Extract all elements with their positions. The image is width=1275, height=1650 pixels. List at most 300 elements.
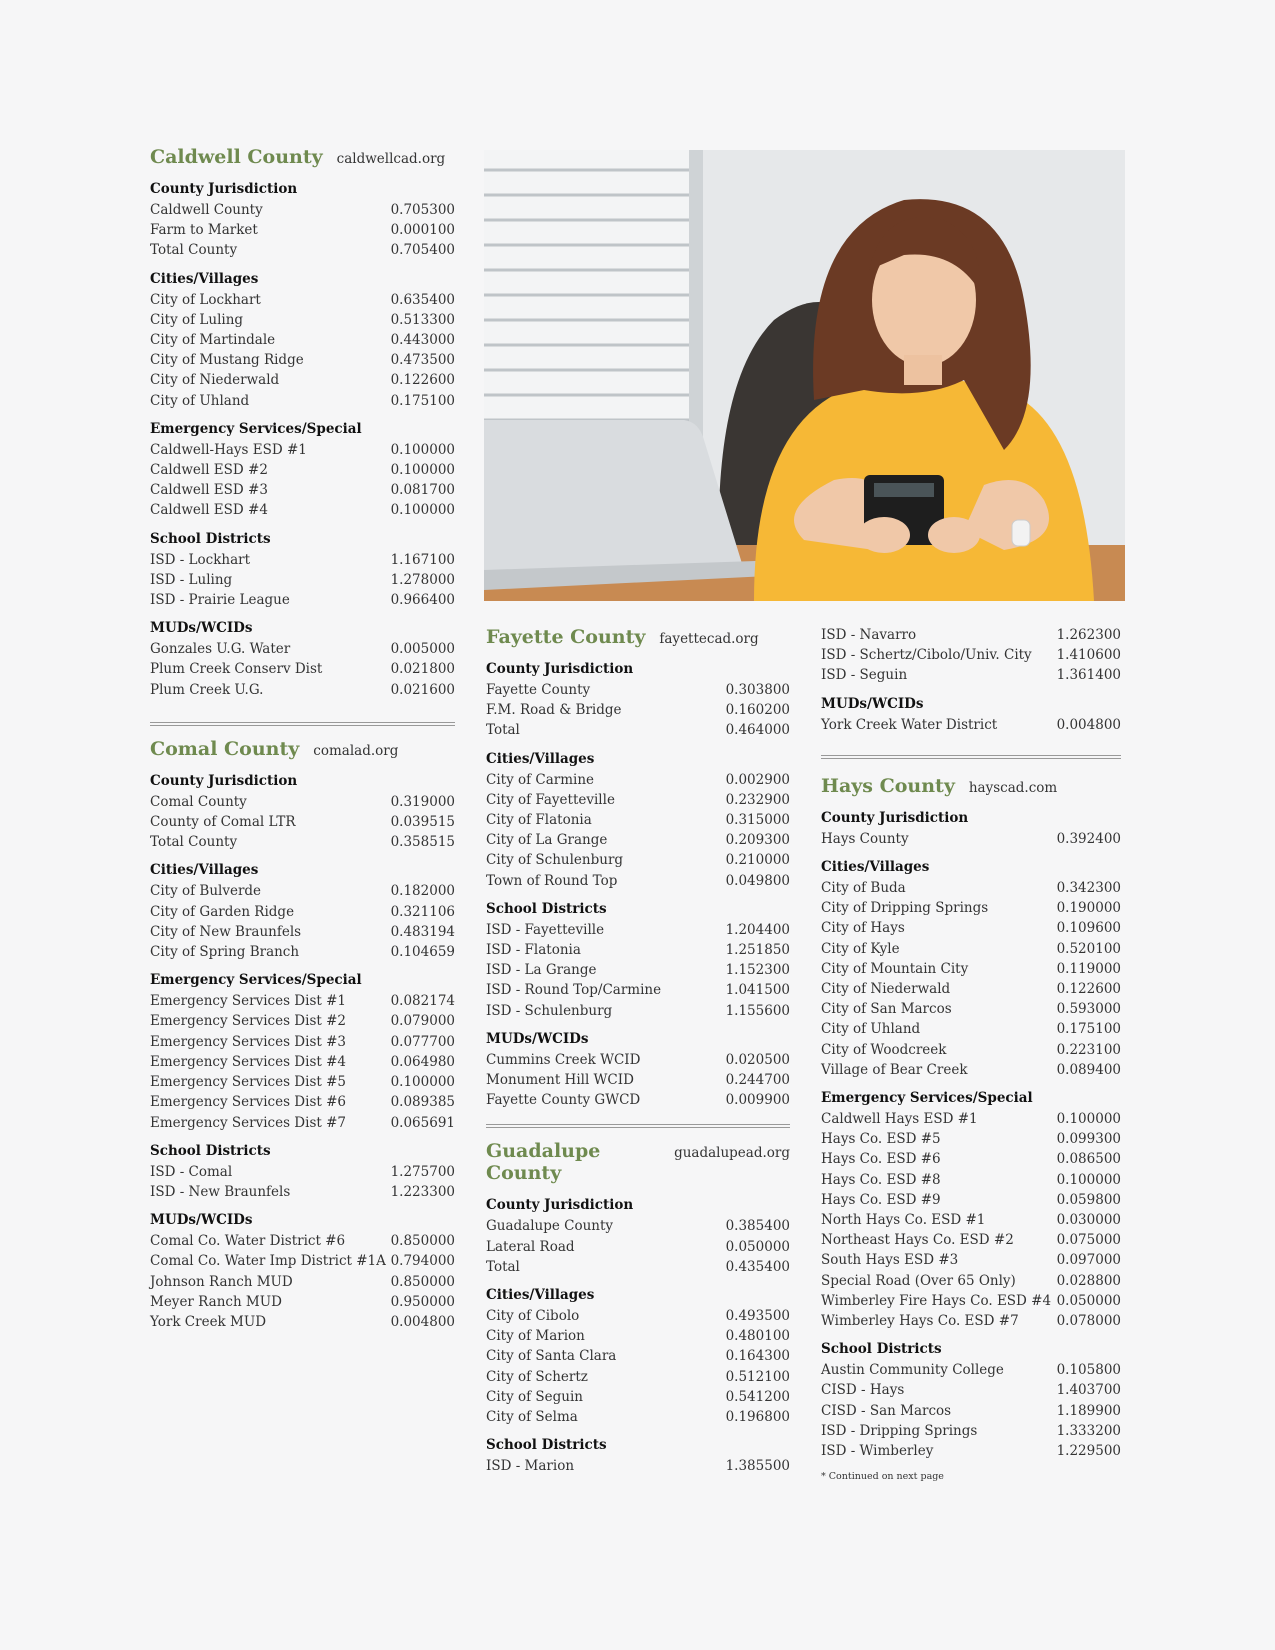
section-divider — [821, 755, 1121, 759]
tax-rate-value: 0.319000 — [390, 793, 455, 810]
jurisdiction-label: ISD - Navarro — [821, 627, 917, 643]
jurisdiction-label: ISD - Wimberley — [821, 1443, 934, 1460]
section-title: MUDs/WCIDs — [486, 1030, 589, 1047]
rate-section — [821, 809, 1121, 849]
rate-row — [821, 1190, 1121, 1210]
jurisdiction-label: Lateral Road — [486, 1238, 575, 1255]
rate-row — [150, 792, 455, 812]
rate-row — [486, 1367, 790, 1387]
tax-rate-value: 0.078000 — [1056, 1313, 1121, 1330]
section-title: School Districts — [821, 1341, 942, 1358]
rate-row — [486, 1387, 790, 1407]
tax-rate-value: 1.403700 — [1056, 1382, 1121, 1399]
tax-rate-value: 0.480100 — [725, 1328, 790, 1345]
rate-row — [821, 898, 1121, 918]
jurisdiction-label: Emergency Services Dist #6 — [150, 1094, 346, 1111]
tax-rate-value: 0.059800 — [1056, 1191, 1121, 1208]
jurisdiction-label: City of Lockhart — [150, 291, 261, 308]
jurisdiction-label: South Hays ESD #3 — [821, 1252, 959, 1269]
rate-row — [486, 770, 790, 790]
rate-row — [486, 1070, 790, 1090]
tax-rate-value: 0.385400 — [725, 1218, 790, 1235]
rate-row — [150, 659, 455, 679]
jurisdiction-label: ISD - Luling — [150, 571, 233, 588]
tax-rate-value: 0.077700 — [390, 1033, 455, 1050]
jurisdiction-label: City of Woodcreek — [821, 1041, 947, 1058]
rate-row — [150, 1312, 455, 1332]
section-title: County Jurisdiction — [150, 181, 298, 197]
section-title: Emergency Services/Special — [150, 972, 362, 989]
tax-rate-value: 0.005000 — [390, 641, 455, 658]
rate-row — [821, 1149, 1121, 1169]
rate-row — [486, 680, 790, 700]
jurisdiction-label: Johnson Ranch MUD — [150, 1273, 293, 1290]
rate-row — [486, 1326, 790, 1346]
jurisdiction-label: ISD - Prairie League — [150, 592, 290, 609]
tax-rate-value: 0.021600 — [390, 681, 455, 698]
rate-section — [486, 750, 790, 891]
tax-rate-value: 0.104659 — [390, 944, 455, 961]
tax-rate-value: 0.175100 — [1056, 1021, 1121, 1038]
rate-row — [821, 999, 1121, 1019]
tax-rate-value: 0.081700 — [390, 482, 455, 499]
tax-rate-value: 0.303800 — [725, 682, 790, 698]
rate-row — [150, 991, 455, 1011]
rate-row — [486, 1001, 790, 1021]
rate-row — [821, 1380, 1121, 1400]
tax-rate-value: 1.204400 — [725, 921, 790, 938]
section-title: School Districts — [486, 1437, 607, 1454]
jurisdiction-label: Comal County — [150, 793, 247, 810]
tax-rate-value: 0.100000 — [390, 462, 455, 479]
tax-rate-value: 0.021800 — [390, 661, 455, 678]
rate-row — [150, 1113, 455, 1133]
county-name: Comal County — [150, 737, 300, 760]
jurisdiction-label: North Hays Co. ESD #1 — [821, 1212, 986, 1229]
rate-section — [150, 420, 455, 521]
tax-rate-value: 0.100000 — [1056, 1171, 1121, 1188]
rate-row — [486, 850, 790, 870]
rate-row — [150, 200, 455, 220]
rate-row — [486, 1306, 790, 1326]
jurisdiction-label: ISD - Flatonia — [486, 942, 581, 959]
rate-row — [821, 1170, 1121, 1190]
tax-rate-value: 0.175100 — [390, 392, 455, 409]
tax-rate-value: 0.321106 — [390, 903, 455, 920]
jurisdiction-label: Wimberley Hays Co. ESD #7 — [821, 1313, 1019, 1330]
caldwell-county-block — [150, 146, 455, 700]
county-sections — [150, 772, 455, 1332]
column-middle — [486, 626, 790, 1485]
county-sections — [821, 625, 1121, 735]
tax-rate-value: 0.086500 — [1056, 1151, 1121, 1168]
rate-row — [150, 310, 455, 330]
rate-section — [150, 180, 455, 261]
section-title: Emergency Services/Special — [821, 1090, 1033, 1107]
rate-row — [821, 1040, 1121, 1060]
jurisdiction-label: City of Niederwald — [821, 981, 951, 998]
jurisdiction-label: Hays Co. ESD #9 — [821, 1191, 941, 1208]
jurisdiction-label: CISD - San Marcos — [821, 1402, 952, 1419]
tax-rate-value: 0.100000 — [390, 1074, 455, 1091]
tax-rate-value: 0.315000 — [725, 812, 790, 829]
section-title: County Jurisdiction — [486, 1197, 634, 1214]
jurisdiction-label: Caldwell County — [150, 202, 263, 218]
rate-row — [486, 1257, 790, 1277]
rate-row — [821, 1271, 1121, 1291]
tax-rate-value: 0.232900 — [725, 791, 790, 808]
jurisdiction-label: City of Mustang Ridge — [150, 352, 304, 369]
tax-rate-value: 0.358515 — [390, 834, 455, 851]
rate-row — [150, 590, 455, 610]
rate-section — [150, 1142, 455, 1202]
jurisdiction-label: City of Fayetteville — [486, 791, 615, 808]
tax-rate-value: 1.410600 — [1056, 647, 1121, 664]
tax-rate-value: 0.049800 — [725, 872, 790, 889]
rate-row — [486, 960, 790, 980]
jurisdiction-label: City of La Grange — [486, 832, 608, 849]
rate-section — [150, 619, 455, 700]
column-right — [821, 625, 1121, 1482]
jurisdiction-label: ISD - Dripping Springs — [821, 1422, 978, 1439]
tax-rate-value: 0.520100 — [1056, 940, 1121, 957]
guadalupe-county-block — [486, 1140, 790, 1476]
rate-section — [821, 1340, 1121, 1461]
rate-row — [150, 881, 455, 901]
jurisdiction-label: York Creek MUD — [150, 1313, 267, 1330]
jurisdiction-label: City of San Marcos — [821, 1001, 952, 1018]
county-name: Fayette County — [486, 626, 646, 648]
jurisdiction-label: Hays Co. ESD #5 — [821, 1131, 941, 1148]
tax-rate-value: 0.160200 — [725, 702, 790, 719]
rate-row — [150, 1092, 455, 1112]
jurisdiction-label: City of Carmine — [486, 771, 595, 788]
tax-rate-value: 0.223100 — [1056, 1041, 1121, 1058]
tax-rate-value: 0.079000 — [390, 1013, 455, 1030]
tax-rate-value: 1.155600 — [725, 1002, 790, 1019]
tax-rate-value: 0.050000 — [725, 1238, 790, 1255]
jurisdiction-label: City of Selma — [486, 1409, 578, 1426]
rate-row — [486, 810, 790, 830]
tax-rate-value: 0.105800 — [1056, 1362, 1121, 1379]
tax-rate-value: 0.435400 — [725, 1258, 790, 1275]
jurisdiction-label: Emergency Services Dist #5 — [150, 1074, 346, 1091]
county-sections — [486, 1196, 790, 1476]
section-divider — [150, 722, 455, 726]
continued-note: * Continued on next page — [821, 1471, 944, 1483]
county-website[interactable]: comalad.org — [313, 742, 399, 759]
jurisdiction-label: City of Bulverde — [150, 883, 262, 900]
tax-rate-value: 0.244700 — [725, 1072, 790, 1089]
rate-section — [150, 772, 455, 853]
tax-rate-value: 0.004800 — [1056, 716, 1121, 733]
rate-row — [821, 1060, 1121, 1080]
county-website[interactable]: guadalupead.org — [674, 1145, 790, 1162]
jurisdiction-label: Emergency Services Dist #1 — [150, 993, 346, 1010]
rate-row — [486, 790, 790, 810]
rate-section — [150, 270, 455, 411]
rate-section — [821, 1089, 1121, 1331]
tax-rate-value: 0.100000 — [390, 441, 455, 458]
tax-rate-value: 0.950000 — [390, 1293, 455, 1310]
county-website[interactable]: caldwellcad.org — [336, 151, 446, 167]
tax-rate-value: 1.333200 — [1056, 1422, 1121, 1439]
tax-rate-value: 0.190000 — [1056, 900, 1121, 917]
jurisdiction-label: Austin Community College — [821, 1362, 1004, 1379]
rate-row — [150, 480, 455, 500]
tax-rate-value: 0.039515 — [390, 814, 455, 831]
tax-rate-value: 0.050000 — [1056, 1292, 1121, 1309]
rate-section — [486, 1436, 790, 1476]
rate-row — [486, 1090, 790, 1110]
jurisdiction-label: Town of Round Top — [486, 872, 618, 889]
rate-section — [150, 861, 455, 962]
jurisdiction-label: City of Buda — [821, 880, 906, 897]
tax-rate-value: 0.850000 — [390, 1273, 455, 1290]
tax-rate-value: 0.483194 — [390, 923, 455, 940]
county-sections — [486, 660, 790, 1110]
rate-row — [150, 391, 455, 411]
jurisdiction-label: City of New Braunfels — [150, 923, 302, 940]
tax-rate-value: 1.229500 — [1056, 1443, 1121, 1460]
rate-row — [821, 1311, 1121, 1331]
rate-row — [821, 1360, 1121, 1380]
rate-row — [821, 1250, 1121, 1270]
rate-row — [821, 979, 1121, 999]
jurisdiction-label: ISD - Lockhart — [150, 551, 251, 568]
jurisdiction-label: Farm to Market — [150, 222, 258, 239]
jurisdiction-label: City of Luling — [150, 311, 244, 328]
section-title: MUDs/WCIDs — [150, 620, 253, 637]
tax-rate-value: 0.182000 — [390, 883, 455, 900]
rate-row — [486, 980, 790, 1000]
tax-rate-value: 0.099300 — [1056, 1131, 1121, 1148]
jurisdiction-label: ISD - Marion — [486, 1458, 575, 1475]
tax-rate-value: 1.275700 — [390, 1163, 455, 1180]
rate-section — [821, 695, 1121, 735]
tax-rate-value: 0.065691 — [390, 1114, 455, 1131]
rate-row — [150, 1032, 455, 1052]
section-title: School Districts — [486, 900, 607, 917]
jurisdiction-label: City of Dripping Springs — [821, 900, 989, 917]
rate-row — [150, 1072, 455, 1092]
rate-row — [150, 290, 455, 310]
jurisdiction-label: City of Cibolo — [486, 1308, 580, 1325]
rate-row — [150, 902, 455, 922]
section-title: County Jurisdiction — [821, 809, 969, 826]
tax-rate-value: 0.705300 — [390, 202, 455, 218]
tax-rate-value: 0.000100 — [390, 222, 455, 239]
jurisdiction-label: Total County — [150, 242, 238, 259]
rate-section — [486, 900, 790, 1021]
jurisdiction-label: City of Marion — [486, 1328, 585, 1345]
rate-section — [150, 971, 455, 1132]
jurisdiction-label: City of Flatonia — [486, 812, 592, 829]
rate-row — [486, 1407, 790, 1427]
tax-rate-value: 1.167100 — [390, 551, 455, 568]
column-left — [150, 146, 455, 1341]
tax-rate-value: 0.392400 — [1056, 830, 1121, 847]
jurisdiction-label: Guadalupe County — [486, 1218, 614, 1235]
rate-row — [150, 1272, 455, 1292]
tax-rate-value: 1.189900 — [1056, 1402, 1121, 1419]
rate-row — [150, 440, 455, 460]
rate-row — [821, 665, 1121, 685]
rate-row — [821, 1210, 1121, 1230]
tax-rate-value: 0.028800 — [1056, 1272, 1121, 1289]
jurisdiction-label: Cummins Creek WCID — [486, 1051, 641, 1068]
photo-woman-with-calculator — [484, 150, 1125, 601]
rate-row — [150, 220, 455, 240]
tax-rate-value: 1.385500 — [725, 1458, 790, 1475]
section-title: School Districts — [150, 530, 271, 547]
jurisdiction-label: Northeast Hays Co. ESD #2 — [821, 1232, 1014, 1249]
tax-rate-value: 0.064980 — [390, 1053, 455, 1070]
jurisdiction-label: Emergency Services Dist #2 — [150, 1013, 346, 1030]
jurisdiction-label: Fayette County — [486, 682, 591, 698]
section-title: Emergency Services/Special — [150, 420, 362, 437]
rate-row — [150, 460, 455, 480]
tax-rate-value: 0.097000 — [1056, 1252, 1121, 1269]
jurisdiction-label: Comal Co. Water Imp District #1A — [150, 1253, 386, 1270]
rate-row — [821, 715, 1121, 735]
jurisdiction-label: County of Comal LTR — [150, 814, 296, 831]
tax-rate-value: 0.593000 — [1056, 1001, 1121, 1018]
rate-row — [486, 1346, 790, 1366]
rate-row — [821, 1401, 1121, 1421]
jurisdiction-label: City of Santa Clara — [486, 1348, 617, 1365]
section-title: School Districts — [150, 1142, 271, 1159]
jurisdiction-label: City of Schertz — [486, 1368, 588, 1385]
rate-row — [486, 720, 790, 740]
tax-rate-value: 0.004800 — [390, 1313, 455, 1330]
section-divider — [486, 1124, 790, 1128]
tax-rate-value: 0.209300 — [725, 832, 790, 849]
tax-rate-value: 0.635400 — [390, 291, 455, 308]
rate-row — [150, 832, 455, 852]
tax-rate-value: 1.041500 — [725, 982, 790, 999]
rate-section — [821, 858, 1121, 1080]
jurisdiction-label: Meyer Ranch MUD — [150, 1293, 282, 1310]
rate-row — [150, 639, 455, 659]
tax-rate-value: 1.262300 — [1056, 627, 1121, 643]
tax-rate-value: 0.109600 — [1056, 920, 1121, 937]
tax-rate-value: 0.443000 — [390, 332, 455, 349]
rate-row — [150, 1292, 455, 1312]
rate-row — [821, 959, 1121, 979]
jurisdiction-label: City of Niederwald — [150, 372, 280, 389]
rate-row — [821, 878, 1121, 898]
tax-rate-value: 1.223300 — [390, 1183, 455, 1200]
tax-rate-value: 0.850000 — [390, 1233, 455, 1250]
rate-row — [150, 570, 455, 590]
jurisdiction-label: Plum Creek U.G. — [150, 681, 264, 698]
rate-row — [150, 1011, 455, 1031]
tax-rate-value: 1.278000 — [390, 571, 455, 588]
jurisdiction-label: CISD - Hays — [821, 1382, 905, 1399]
rate-row — [150, 330, 455, 350]
tax-rate-value: 0.705400 — [390, 242, 455, 259]
jurisdiction-label: Village of Bear Creek — [821, 1061, 968, 1078]
rate-row — [821, 1441, 1121, 1461]
section-title: MUDs/WCIDs — [150, 1212, 253, 1229]
jurisdiction-label: Plum Creek Conserv Dist — [150, 661, 323, 678]
jurisdiction-label: City of Kyle — [821, 940, 900, 957]
rate-row — [150, 500, 455, 520]
tax-rate-value: 0.122600 — [390, 372, 455, 389]
jurisdiction-label: Caldwell Hays ESD #1 — [821, 1111, 978, 1128]
jurisdiction-label: City of Mountain City — [821, 960, 969, 977]
rate-section — [821, 625, 1121, 686]
tax-rate-value: 0.030000 — [1056, 1212, 1121, 1229]
section-title: Cities/Villages — [150, 862, 259, 879]
jurisdiction-label: Fayette County GWCD — [486, 1092, 641, 1109]
jurisdiction-label: Gonzales U.G. Water — [150, 641, 291, 658]
jurisdiction-label: City of Martindale — [150, 332, 276, 349]
tax-rate-value: 0.164300 — [725, 1348, 790, 1365]
jurisdiction-label: York Creek Water District — [821, 716, 998, 733]
tax-rate-value: 0.512100 — [725, 1368, 790, 1385]
rate-row — [150, 550, 455, 570]
rate-row — [821, 1019, 1121, 1039]
rate-section — [150, 1211, 455, 1332]
jurisdiction-label: Comal Co. Water District #6 — [150, 1233, 346, 1250]
rate-row — [486, 940, 790, 960]
jurisdiction-label: Emergency Services Dist #4 — [150, 1053, 346, 1070]
rate-row — [486, 1456, 790, 1476]
rate-row — [486, 1237, 790, 1257]
jurisdiction-label: ISD - Schertz/Cibolo/Univ. City — [821, 647, 1032, 664]
section-title: County Jurisdiction — [486, 661, 634, 677]
tax-rate-value: 0.541200 — [725, 1388, 790, 1405]
tax-rate-value: 0.493500 — [725, 1308, 790, 1325]
tax-rate-value: 0.082174 — [390, 993, 455, 1010]
tax-rate-value: 0.210000 — [725, 852, 790, 869]
rate-row — [150, 1052, 455, 1072]
fayette-county-block — [486, 626, 790, 1110]
rate-section — [486, 660, 790, 741]
photo-illustration — [484, 150, 1125, 601]
jurisdiction-label: Caldwell ESD #3 — [150, 482, 268, 499]
tax-rate-value: 1.251850 — [725, 942, 790, 959]
rate-row — [486, 871, 790, 891]
jurisdiction-label: ISD - La Grange — [486, 962, 597, 979]
tax-rate-value: 0.196800 — [725, 1409, 790, 1426]
comal-county-block — [150, 738, 455, 1332]
jurisdiction-label: ISD - Round Top/Carmine — [486, 982, 662, 999]
jurisdiction-label: City of Garden Ridge — [150, 903, 295, 920]
county-website[interactable]: hayscad.com — [968, 779, 1058, 796]
jurisdiction-label: Total County — [150, 834, 238, 851]
jurisdiction-label: ISD - New Braunfels — [150, 1183, 291, 1200]
jurisdiction-label: Emergency Services Dist #3 — [150, 1033, 346, 1050]
rate-section — [486, 1030, 790, 1111]
rate-row — [150, 680, 455, 700]
county-sections — [821, 809, 1121, 1461]
tax-rate-value: 0.342300 — [1056, 880, 1121, 897]
section-title: MUDs/WCIDs — [821, 695, 924, 712]
rate-row — [150, 1162, 455, 1182]
tax-rate-value: 0.020500 — [725, 1051, 790, 1068]
jurisdiction-label: Caldwell ESD #2 — [150, 462, 268, 479]
tax-rate-value: 0.089385 — [390, 1094, 455, 1111]
jurisdiction-label: ISD - Seguin — [821, 667, 908, 684]
tax-rate-value: 0.002900 — [725, 771, 790, 788]
tax-rate-value: 0.966400 — [390, 592, 455, 609]
rate-row — [821, 1109, 1121, 1129]
county-website[interactable]: fayettecad.org — [659, 631, 759, 647]
rate-row — [486, 700, 790, 720]
